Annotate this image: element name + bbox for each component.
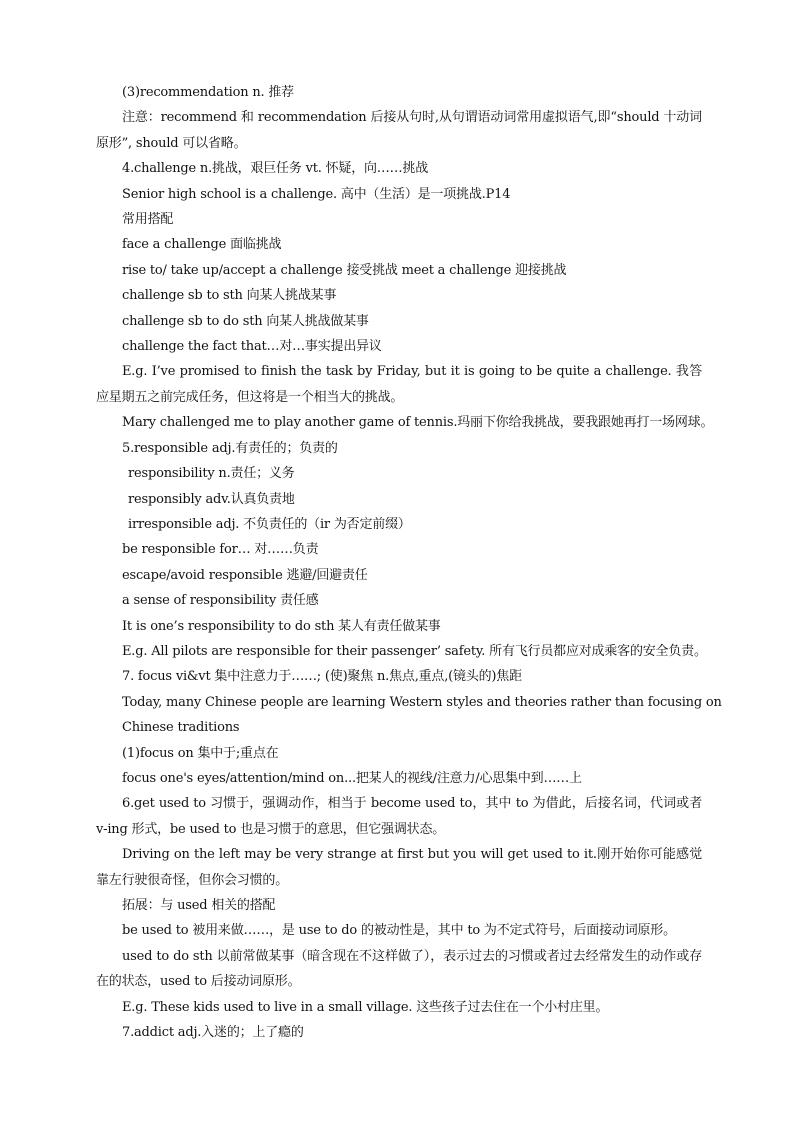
text-line: escape/avoid responsible 逃避/回避责任 (122, 567, 368, 583)
text-paragraph: Driving on the left may be very strange at first but you will get used to it.刚开始你可能感觉靠左行驶很奇怪，但你会习惯的。 (96, 847, 702, 888)
text-line: challenge sb to do sth 向某人挑战做某事 (122, 313, 369, 329)
text-line: (1)focus on 集中于;重点在 (122, 745, 279, 761)
text-line: be used to 被用来做……，是 use to do 的被动性是，其中 to 为不定式符号，后面接动词原形。 (122, 923, 676, 939)
text-line: (3)recommendation n. 推荐 (122, 85, 294, 100)
text-line: E.g. All pilots are responsible for their passenger’ safety. 所有飞行员都应对成乘客的安全负责。 (122, 643, 707, 659)
text-line: irresponsible adj. 不负责任的（ir 为否定前缀） (128, 516, 411, 532)
text-line: face a challenge 面临挑战 (122, 237, 282, 253)
text-line: E.g. These kids used to live in a small village. 这些孩子过去住在一个小村庄里。 (122, 999, 609, 1015)
text-line: 7.addict adj.入迷的；上了瘾的 (122, 1025, 304, 1041)
text-line: responsibility n.责任；义务 (128, 466, 295, 482)
text-line: responsibly adv.认真负责地 (128, 491, 295, 507)
text-line: Today, many Chinese people are learning Western styles and theories rather than focusing on (122, 694, 722, 710)
text-line: 5.responsible adj.有责任的；负责的 (122, 440, 338, 456)
text-line: Mary challenged me to play another game of tennis.玛丽下你给我挑战，要我跟她再打一场网球。 (122, 415, 714, 431)
text-line: challenge sb to sth 向某人挑战某事 (122, 288, 337, 304)
text-line: Senior high school is a challenge. 高中（生活）是一项挑战.P14 (122, 186, 511, 202)
text-line: It is one’s responsibility to do sth 某人有责任做某事 (122, 618, 441, 634)
text-line: 拓展：与 used 相关的搭配 (122, 898, 276, 913)
text-line: 4.challenge n.挑战，艰巨任务 vt. 怀疑，向……挑战 (122, 161, 429, 177)
document-body (96, 80, 722, 1045)
text-paragraph: 注意：recommend 和 recommendation 后接从句时,从句谓语动词常用虚拟语气,即“should 十动词原形”, should 可以省略。 (96, 110, 702, 151)
text-paragraph: E.g. I’ve promised to finish the task by Friday, but it is going to be quite a challenge. 我答应星期五之前完成任务，但这将是一个相当大的挑战。 (96, 364, 702, 405)
text-line: a sense of responsibility 责任感 (122, 593, 319, 609)
text-line: be responsible for… 对……负责 (122, 542, 319, 558)
text-line: focus one's eyes/attention/mind on...把某人的视线/注意力/心思集中到……上 (122, 770, 582, 786)
text-line: rise to/ take up/accept a challenge 接受挑战 meet a challenge 迎接挑战 (122, 262, 567, 278)
section-heading: 常用搭配 (122, 212, 174, 228)
text-line: Chinese traditions (122, 720, 240, 736)
text-paragraph: used to do sth 以前常做某事（暗含现在不这样做了），表示过去的习惯或者过去经常发生的动作或存在的状态，used to 后接动词原形。 (96, 948, 702, 990)
text-line: challenge the fact that…对…事实提出异议 (122, 339, 382, 355)
text-paragraph: 6.get used to 习惯于，强调动作，相当于 become used to，其中 to 为借此，后接名词，代词或者v-ing 形式，be used to 也是习惯于的意思，但它强调状态。 (96, 796, 702, 837)
text-line: 7. focus vi&vt 集中注意力于……; (使)聚焦 n.焦点,重点,(镜头的)焦距 (122, 669, 522, 685)
